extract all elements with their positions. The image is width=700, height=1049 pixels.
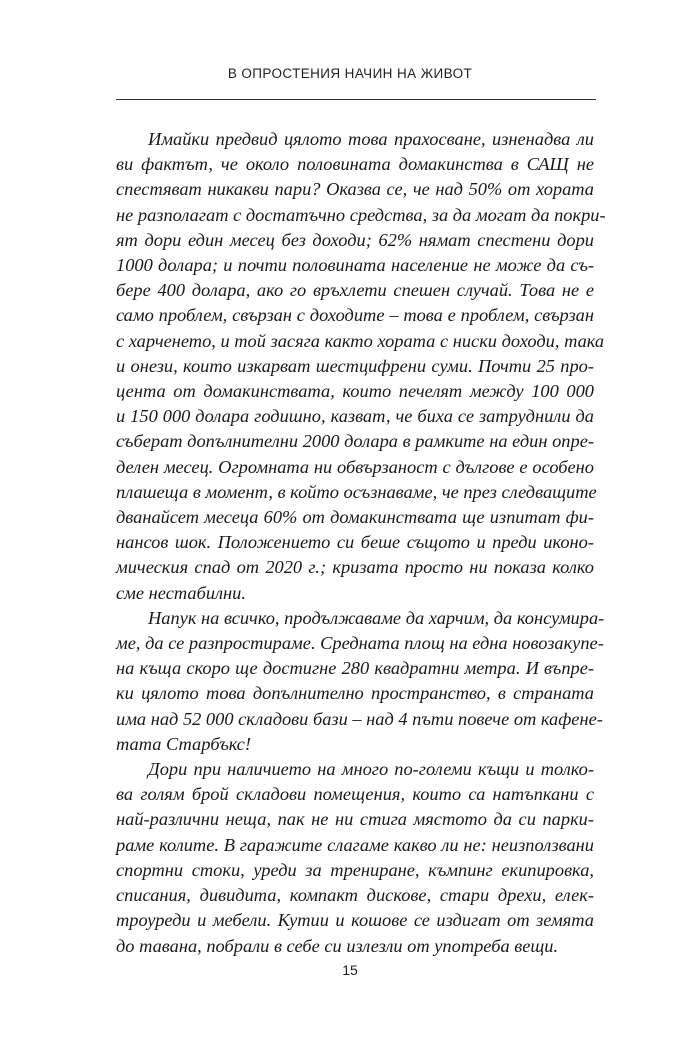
- text-line: делен месец. Огромната ни обвързаност с дългове е особено: [116, 456, 594, 477]
- text-line: ме, да се разпростираме. Средната площ на една новозакупе-: [116, 633, 604, 654]
- body-text: [116, 127, 606, 959]
- text-line: ки цялото това допълнително пространство, в страната: [116, 683, 594, 704]
- text-line: списания, дивидита, компакт дискове, стари дрехи, елек-: [116, 885, 594, 906]
- running-header: В ОПРОСТЕНИЯ НАЧИН НА ЖИВОТ: [227, 66, 473, 81]
- text-line: Имайки предвид цялото това прахосване, изненадва ли: [148, 129, 594, 149]
- text-line: раме колите. В гаражите слагаме какво ли не: неизползвани: [116, 834, 594, 855]
- paragraph: [116, 127, 606, 606]
- page-number: 15: [342, 962, 358, 978]
- text-line: и 150 000 долара годишно, казват, че биха се затруднили да: [116, 406, 594, 427]
- text-line: дванайсет месеца 60% от домакинствата ще изпитат фи-: [116, 507, 594, 528]
- text-line: сме нестабилни.: [116, 582, 246, 603]
- text-line: съберат допълнителни 2000 долара в рамките на един опре-: [116, 431, 594, 452]
- text-line: 1000 долара; и почти половината население не може да съ-: [116, 255, 594, 276]
- text-line: Дори при наличието на много по-големи къщи и толко-: [148, 759, 594, 780]
- text-line: с харченето, и той засяга както хората с ниски доходи, така: [116, 330, 605, 351]
- text-line: ва голям брой складови помещения, които са натъпкани с: [116, 784, 594, 805]
- paragraph: [116, 757, 594, 959]
- text-line: спортни стоки, уреди за трениране, къмпинг екипировка,: [116, 859, 594, 880]
- text-line: има над 52 000 складови бази – над 4 пъти повече от кафене-: [116, 708, 603, 729]
- text-line: най-различни неща, пак не ни стига мястото да си парки-: [116, 809, 594, 830]
- text-line: и онези, които изкарват шестцифрени суми. Почти 25 про-: [116, 355, 594, 376]
- text-line: нансов шок. Положението си беше същото и преди иконо-: [116, 532, 594, 553]
- text-line: Напук на всичко, продължаваме да харчим, да консумира-: [148, 607, 605, 628]
- text-line: ви фактът, че около половината домакинства в САЩ не: [116, 154, 594, 175]
- text-line: ят дори един месец без доходи; 62% нямат спестени дори: [116, 229, 594, 250]
- text-line: само проблем, свързан с доходите – това е проблем, свързан: [116, 305, 594, 326]
- text-line: плашеща в момент, в който осъзнаваме, че през следващите: [116, 481, 597, 502]
- text-line: бере 400 долара, ако го връхлети спешен случай. Това не е: [116, 280, 594, 301]
- text-line: троуреди и мебели. Кутии и кошове се издигат от земята: [116, 910, 594, 931]
- text-line: спестяват никакви пари? Оказва се, че над 50% от хората: [116, 179, 594, 200]
- text-line: цента от домакинствата, които печелят между 100 000: [116, 381, 594, 402]
- text-line: мическия спад от 2020 г.; кризата просто ни показа колко: [116, 557, 594, 578]
- text-line: на къща скоро ще достигне 280 квадратни метра. И въпре-: [116, 658, 594, 679]
- text-line: тата Старбъкс!: [116, 733, 251, 754]
- paragraph: [116, 606, 605, 757]
- text-line: до тавана, побрали в себе си излезли от употреба вещи.: [116, 935, 559, 956]
- text-line: не разполагат с достатъчно средства, за да могат да покри-: [116, 204, 606, 225]
- header-rule: [116, 99, 596, 100]
